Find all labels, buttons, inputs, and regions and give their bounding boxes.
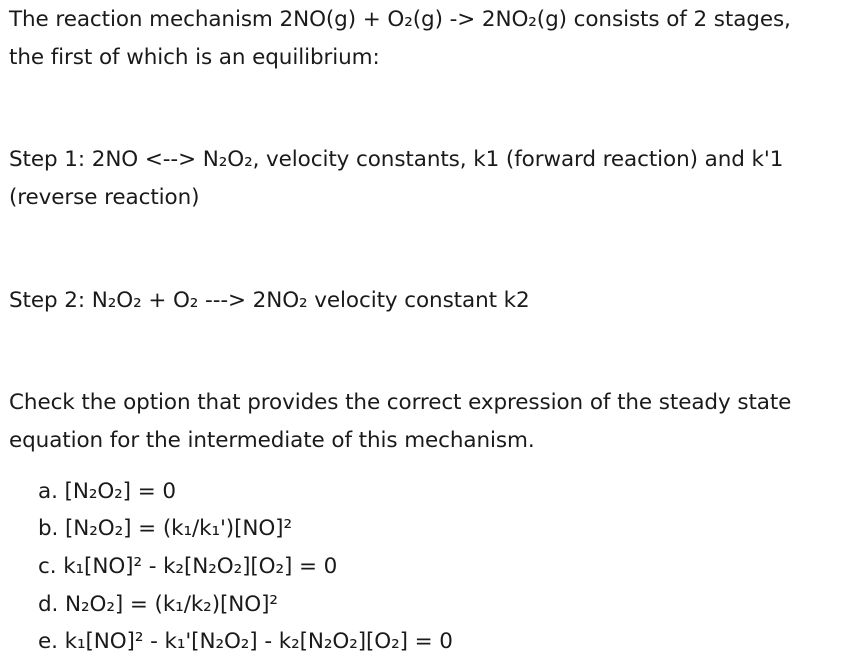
option-e[interactable]: e. k₁[NO]² - k₁'[N₂O₂] - k₂[N₂O₂][O₂] = 0 <box>38 629 453 654</box>
step1-line-1: Step 1: 2NO <--> N₂O₂, velocity constants, k1 (forward reaction) and k'1 <box>9 147 784 172</box>
option-c[interactable]: c. k₁[NO]² - k₂[N₂O₂][O₂] = 0 <box>38 554 338 579</box>
step2-line: Step 2: N₂O₂ + O₂ ---> 2NO₂ velocity constant k2 <box>9 288 530 313</box>
option-d[interactable]: d. N₂O₂] = (k₁/k₂)[NO]² <box>38 592 278 617</box>
question-line-1: Check the option that provides the correct expression of the steady state <box>9 390 792 415</box>
intro-line-2: the first of which is an equilibrium: <box>9 45 380 70</box>
option-a[interactable]: a. [N₂O₂] = 0 <box>38 479 176 504</box>
intro-line-1: The reaction mechanism 2NO(g) + O₂(g) -> 2NO₂(g) consists of 2 stages, <box>9 7 791 32</box>
option-b[interactable]: b. [N₂O₂] = (k₁/k₁')[NO]² <box>38 516 292 541</box>
step1-line-2: (reverse reaction) <box>9 185 200 210</box>
question-line-2: equation for the intermediate of this mechanism. <box>9 428 535 453</box>
